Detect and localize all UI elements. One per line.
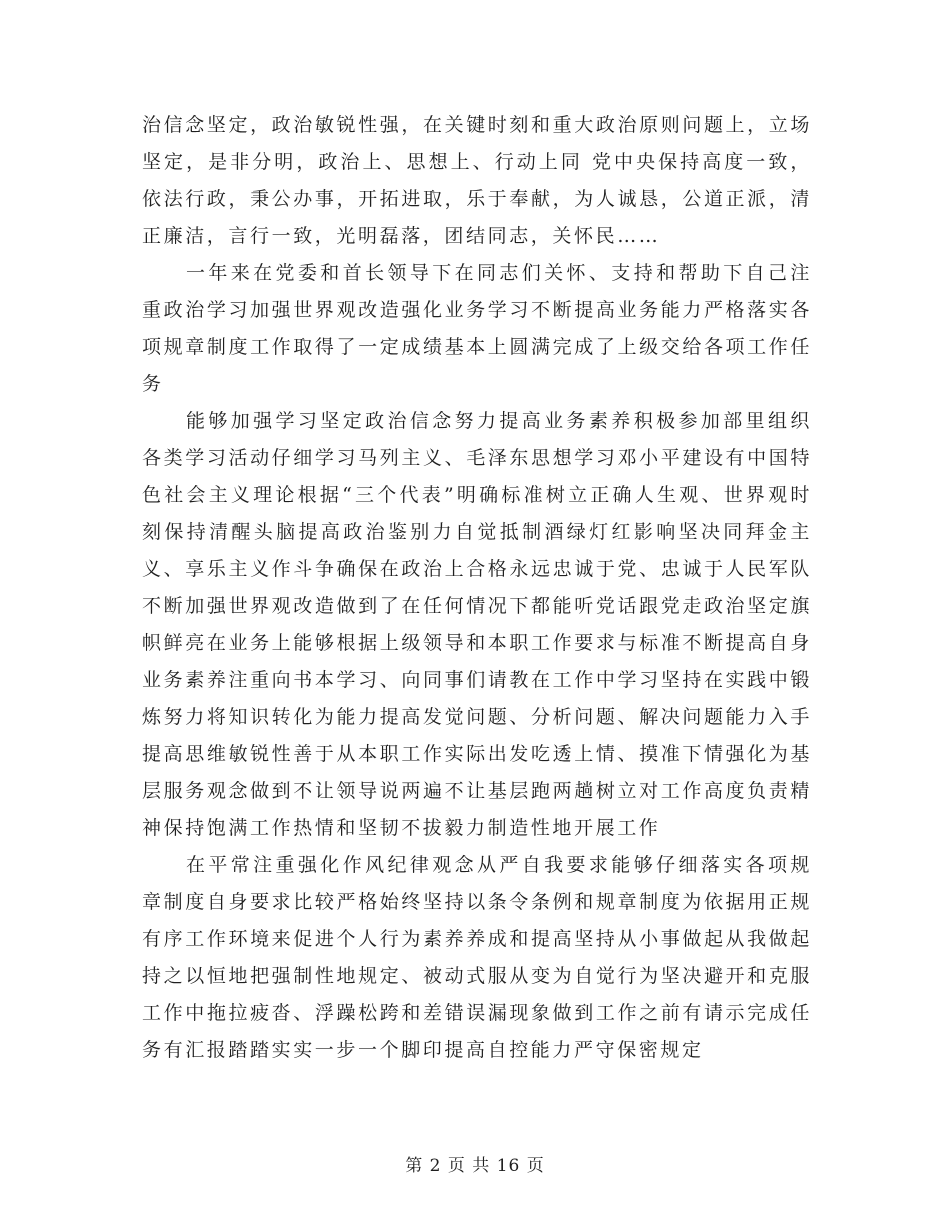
paragraph-4: 在平常注重强化作风纪律观念从严自我要求能够仔细落实各项规章制度自身要求比较严格始终坚持以条令条例和规章制度为依据用正规有序工作环境来促进个人行为素养养成和提高坚持从小事做起从我做起持之以恒地把强制性地规定、被动式服从变为自觉行为坚决避开和克服工作中拖拉疲沓、浮躁松跨和差错误漏现象做到工作之前有请示完成任务有汇报踏踏实实一步一个脚印提高自控能力严守保密规定 [142,854,812,1061]
paragraph-1: 治信念坚定，政治敏锐性强，在关键时刻和重大政治原则问题上，立场坚定，是非分明，政治上、思想上、行动上同 党中央保持高度一致，依法行政，秉公办事，开拓进取，乐于奉献，为人诚恳，公道正派，清正廉洁，言行一致，光明磊落，团结同志，关怀民…… [142,114,812,247]
page-number-footer: 第 2 页 共 16 页 [405,1156,545,1176]
document-body [142,107,812,1069]
paragraph-2: 一年来在党委和首长领导下在同志们关怀、支持和帮助下自己注重政治学习加强世界观改造强化业务学习不断提高业务能力严格落实各项规章制度工作取得了一定成绩基本上圆满完成了上级交给各项工作任务 [142,262,812,395]
paragraph-3: 能够加强学习坚定政治信念努力提高业务素养积极参加部里组织各类学习活动仔细学习马列主义、毛泽东思想学习邓小平建设有中国特色社会主义理论根据“三个代表”明确标准树立正确人生观、世界观时刻保持清醒头脑提高政治鉴别力自觉抵制酒绿灯红影响坚决同拜金主义、享乐主义作斗争确保在政治上合格永远忠诚于党、忠诚于人民军队不断加强世界观改造做到了在任何情况下都能听党话跟党走政治坚定旗帜鲜亮在业务上能够根据上级领导和本职工作要求与标准不断提高自身业务素养注重向书本学习、向同事们请教在工作中学习坚持在实践中锻炼努力将知识转化为能力提高发觉问题、分析问题、解决问题能力入手提高思维敏锐性善于从本职工作实际出发吃透上情、摸准下情强化为基层服务观念做到不让领导说两遍不让基层跑两趟树立对工作高度负责精神保持饱满工作热情和坚韧不拔毅力制造性地开展工作 [142,410,812,839]
